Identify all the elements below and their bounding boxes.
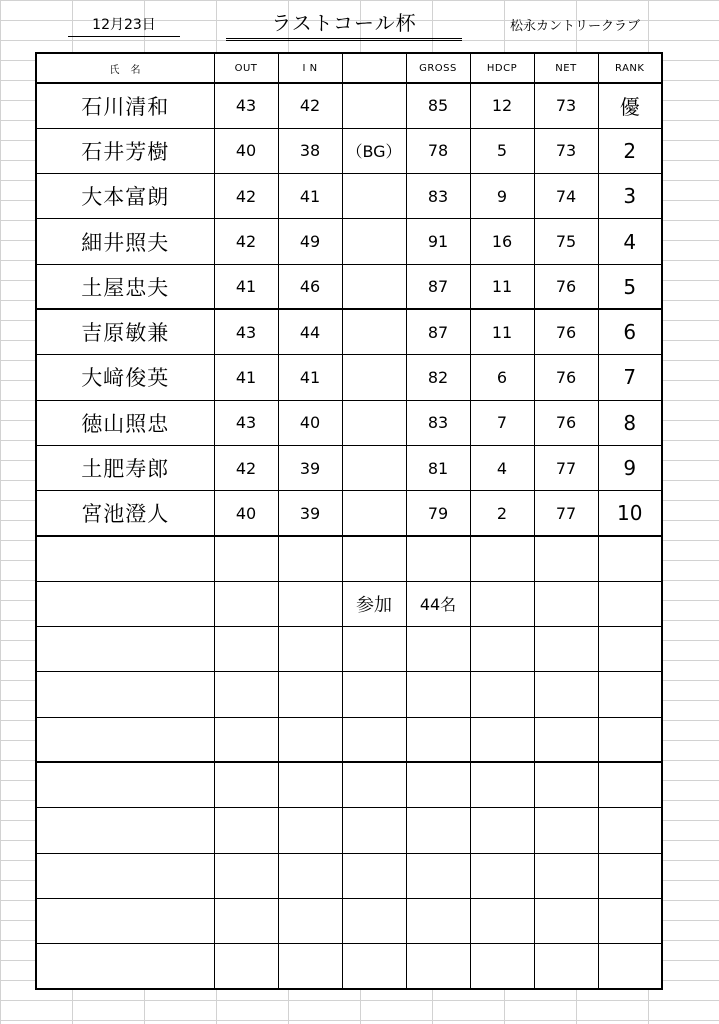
out-score: 41 (214, 264, 278, 309)
table-row (36, 400, 662, 445)
empty-cell (342, 898, 406, 943)
event-title: ラストコール杯 (226, 8, 462, 41)
hdcp-value: 2 (470, 491, 534, 536)
empty-cell (470, 853, 534, 898)
in-score: 39 (278, 491, 342, 536)
empty-cell (534, 898, 598, 943)
net-score: 76 (534, 309, 598, 354)
empty-cell (36, 672, 214, 717)
out-score: 43 (214, 400, 278, 445)
player-name: 徳山照忠 (36, 400, 214, 445)
empty-row (36, 808, 662, 853)
rank-value: 2 (598, 128, 662, 173)
gross-score: 78 (406, 128, 470, 173)
empty-cell (278, 536, 342, 581)
out-score: 42 (214, 174, 278, 219)
hdcp-value: 4 (470, 445, 534, 490)
gross-score: 91 (406, 219, 470, 264)
col-header-hdcp: HDCP (470, 53, 534, 83)
table-row (36, 355, 662, 400)
empty-cell (342, 672, 406, 717)
empty-cell (598, 853, 662, 898)
empty-cell (534, 581, 598, 626)
empty-cell (470, 762, 534, 807)
empty-cell (36, 762, 214, 807)
in-score: 44 (278, 309, 342, 354)
empty-row (36, 898, 662, 943)
player-name: 石井芳樹 (36, 128, 214, 173)
empty-cell (534, 672, 598, 717)
empty-cell (406, 808, 470, 853)
empty-cell (278, 808, 342, 853)
rank-value: 6 (598, 309, 662, 354)
empty-cell (214, 672, 278, 717)
gross-score: 79 (406, 491, 470, 536)
hdcp-value: 7 (470, 400, 534, 445)
table-row (36, 128, 662, 173)
empty-cell (598, 898, 662, 943)
empty-cell (214, 808, 278, 853)
score-table (35, 52, 663, 990)
empty-cell (278, 581, 342, 626)
col-header-rank: RANK (598, 53, 662, 83)
gross-score: 83 (406, 174, 470, 219)
out-score: 42 (214, 219, 278, 264)
note-cell (342, 355, 406, 400)
out-score: 40 (214, 491, 278, 536)
empty-cell (342, 808, 406, 853)
empty-row (36, 762, 662, 807)
net-score: 76 (534, 400, 598, 445)
empty-cell (470, 627, 534, 672)
empty-cell (534, 944, 598, 989)
empty-cell (598, 672, 662, 717)
player-name: 細井照夫 (36, 219, 214, 264)
empty-cell (214, 944, 278, 989)
in-score: 42 (278, 83, 342, 128)
net-score: 77 (534, 491, 598, 536)
empty-row (36, 627, 662, 672)
in-score: 40 (278, 400, 342, 445)
player-name: 吉原敏兼 (36, 309, 214, 354)
empty-cell (534, 808, 598, 853)
empty-cell (406, 627, 470, 672)
hdcp-value: 6 (470, 355, 534, 400)
note-cell (342, 400, 406, 445)
empty-cell (36, 581, 214, 626)
empty-cell (278, 672, 342, 717)
empty-row (36, 853, 662, 898)
empty-cell (342, 627, 406, 672)
hdcp-value: 16 (470, 219, 534, 264)
gross-score: 82 (406, 355, 470, 400)
out-score: 43 (214, 309, 278, 354)
rank-value: 5 (598, 264, 662, 309)
empty-cell (214, 853, 278, 898)
empty-cell (470, 944, 534, 989)
out-score: 40 (214, 128, 278, 173)
in-score: 39 (278, 445, 342, 490)
note-cell (342, 309, 406, 354)
club-name: 松永カントリークラブ (509, 19, 640, 34)
col-header-note (342, 53, 406, 83)
empty-cell (36, 536, 214, 581)
note-cell (342, 174, 406, 219)
empty-cell (534, 536, 598, 581)
empty-cell (534, 717, 598, 762)
empty-cell (406, 717, 470, 762)
net-score: 75 (534, 219, 598, 264)
empty-cell (342, 944, 406, 989)
empty-row (36, 672, 662, 717)
gross-score: 81 (406, 445, 470, 490)
empty-cell (278, 944, 342, 989)
note-cell: （BG） (342, 128, 406, 173)
empty-cell (598, 581, 662, 626)
hdcp-value: 12 (470, 83, 534, 128)
hdcp-value: 11 (470, 264, 534, 309)
table-row (36, 264, 662, 309)
gross-score: 83 (406, 400, 470, 445)
empty-cell (342, 717, 406, 762)
rank-value: 4 (598, 219, 662, 264)
note-cell (342, 491, 406, 536)
empty-cell (36, 944, 214, 989)
table-row (36, 445, 662, 490)
empty-cell (598, 536, 662, 581)
empty-cell (470, 581, 534, 626)
empty-cell (278, 898, 342, 943)
col-header-gross: GROSS (406, 53, 470, 83)
empty-cell (470, 808, 534, 853)
empty-cell (406, 944, 470, 989)
net-score: 76 (534, 264, 598, 309)
table-row (36, 309, 662, 354)
participants-label: 参加 (342, 581, 406, 626)
player-name: 大﨑俊英 (36, 355, 214, 400)
empty-cell (342, 536, 406, 581)
empty-cell (342, 762, 406, 807)
gross-score: 87 (406, 264, 470, 309)
empty-cell (470, 717, 534, 762)
empty-cell (406, 853, 470, 898)
col-header-out: OUT (214, 53, 278, 83)
rank-value: 7 (598, 355, 662, 400)
empty-cell (470, 672, 534, 717)
rank-value: 優 (598, 83, 662, 128)
empty-cell (406, 672, 470, 717)
table-row (36, 83, 662, 128)
net-score: 73 (534, 83, 598, 128)
empty-cell (598, 808, 662, 853)
empty-cell (214, 717, 278, 762)
event-date: 12月23日 (68, 14, 180, 37)
out-score: 43 (214, 83, 278, 128)
col-header-net: NET (534, 53, 598, 83)
empty-cell (406, 536, 470, 581)
empty-cell (598, 627, 662, 672)
empty-cell (278, 717, 342, 762)
empty-cell (214, 898, 278, 943)
net-score: 77 (534, 445, 598, 490)
player-name: 宮池澄人 (36, 491, 214, 536)
player-name: 土肥寿郎 (36, 445, 214, 490)
note-cell (342, 264, 406, 309)
empty-cell (470, 536, 534, 581)
empty-cell (534, 853, 598, 898)
out-score: 42 (214, 445, 278, 490)
gross-score: 87 (406, 309, 470, 354)
net-score: 74 (534, 174, 598, 219)
empty-cell (598, 762, 662, 807)
empty-cell (36, 853, 214, 898)
empty-cell (36, 808, 214, 853)
gross-score: 85 (406, 83, 470, 128)
rank-value: 8 (598, 400, 662, 445)
hdcp-value: 5 (470, 128, 534, 173)
net-score: 76 (534, 355, 598, 400)
in-score: 38 (278, 128, 342, 173)
empty-cell (214, 627, 278, 672)
player-name: 大本富朗 (36, 174, 214, 219)
empty-cell (214, 762, 278, 807)
player-name: 土屋忠夫 (36, 264, 214, 309)
empty-cell (534, 627, 598, 672)
rank-value: 9 (598, 445, 662, 490)
empty-row (36, 536, 662, 581)
table-row (36, 174, 662, 219)
table-header-row (36, 53, 662, 83)
in-score: 46 (278, 264, 342, 309)
empty-cell (598, 717, 662, 762)
rank-value: 10 (598, 491, 662, 536)
hdcp-value: 11 (470, 309, 534, 354)
empty-cell (278, 627, 342, 672)
empty-cell (406, 762, 470, 807)
out-score: 41 (214, 355, 278, 400)
empty-cell (36, 898, 214, 943)
net-score: 73 (534, 128, 598, 173)
empty-cell (342, 853, 406, 898)
rank-value: 3 (598, 174, 662, 219)
col-header-in: I N (278, 53, 342, 83)
col-header-name: 氏 名 (36, 53, 214, 83)
participants-row (36, 581, 662, 626)
hdcp-value: 9 (470, 174, 534, 219)
in-score: 49 (278, 219, 342, 264)
note-cell (342, 83, 406, 128)
note-cell (342, 219, 406, 264)
in-score: 41 (278, 355, 342, 400)
empty-cell (598, 944, 662, 989)
empty-cell (470, 898, 534, 943)
empty-cell (406, 898, 470, 943)
empty-cell (278, 853, 342, 898)
table-row (36, 491, 662, 536)
note-cell (342, 445, 406, 490)
empty-cell (214, 581, 278, 626)
empty-cell (36, 717, 214, 762)
participants-count: 44名 (406, 581, 470, 626)
in-score: 41 (278, 174, 342, 219)
empty-row (36, 717, 662, 762)
table-row (36, 219, 662, 264)
player-name: 石川清和 (36, 83, 214, 128)
empty-cell (278, 762, 342, 807)
empty-row (36, 944, 662, 989)
empty-cell (214, 536, 278, 581)
empty-cell (36, 627, 214, 672)
empty-cell (534, 762, 598, 807)
